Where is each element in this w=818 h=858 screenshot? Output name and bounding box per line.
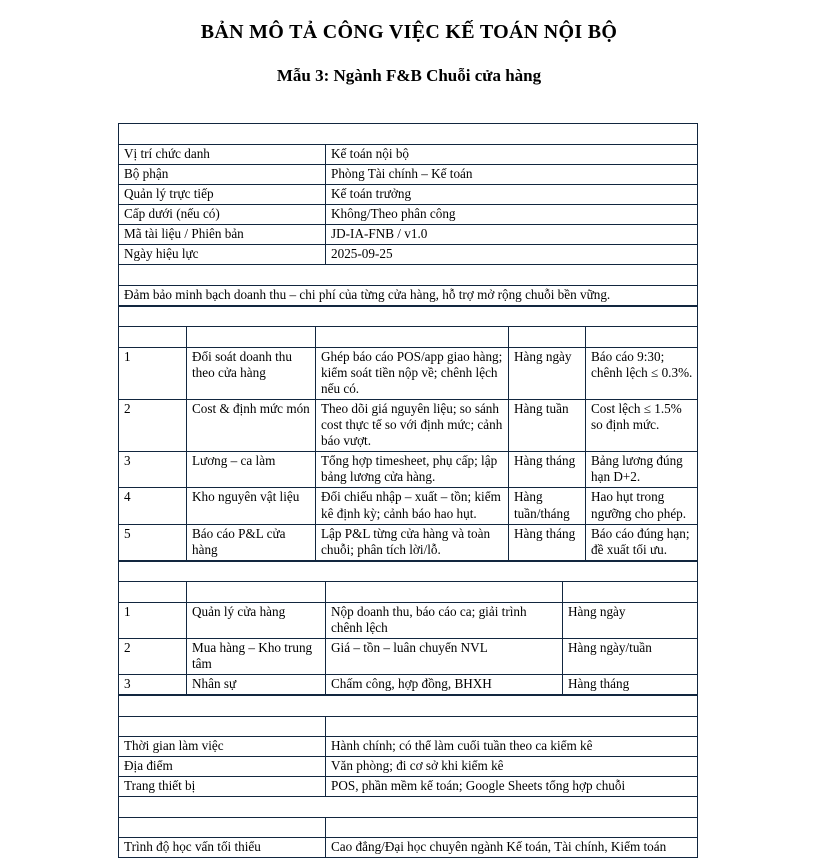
duty-frequency: Hàng tháng [509,452,586,488]
column-header-criterion: Tiêu chí [119,818,326,838]
column-header-row [119,716,698,736]
table-row [119,488,698,524]
document-page [0,20,818,855]
info-value: Kế toán trưởng [326,184,698,204]
section-heading-row [119,124,698,145]
column-header-party: Đối tượng [187,582,326,602]
relation-frequency: Hàng tháng [563,675,698,695]
duty-examples: Ghép báo cáo POS/app giao hàng; kiểm soát tiền nộp về; chênh lệch nếu có. [316,347,509,399]
duty-kpi: Báo cáo 9:30; chênh lệch ≤ 0.3%. [586,347,698,399]
relation-stt: 3 [119,675,187,695]
table-row [119,602,698,638]
duty-stt: 1 [119,347,187,399]
duty-stt: 3 [119,452,187,488]
info-label: Ngày hiệu lực [119,245,326,265]
section-duties-table [118,306,698,561]
duty-task: Cost & định mức món [187,400,316,452]
column-header-detail: Chi tiết [326,716,698,736]
relation-stt: 2 [119,638,187,674]
competency-standard: Cao đẳng/Đại học chuyên ngành Kế toán, Tài chính, Kiểm toán [326,838,698,858]
jd-tables-container [118,123,697,858]
table-row [119,675,698,695]
column-header-frequency: Tần suất [563,582,698,602]
info-label: Vị trí chức danh [119,144,326,164]
info-label: Mã tài liệu / Phiên bản [119,224,326,244]
duty-examples: Lập P&L từng cửa hàng và toàn chuỗi; phân tích lời/lỗ. [316,524,509,560]
info-value: Kế toán nội bộ [326,144,698,164]
section-heading-row [119,797,698,818]
duty-task: Đối soát doanh thu theo cửa hàng [187,347,316,399]
column-header-stt: STT [119,582,187,602]
table-row [119,638,698,674]
table-row [119,757,698,777]
condition-criterion: Thời gian làm việc [119,737,326,757]
duty-kpi: Cost lệch ≤ 1.5% so định mức. [586,400,698,452]
purpose-text: Đảm bảo minh bạch doanh thu – chi phí của từng cửa hàng, hỗ trợ mở rộng chuỗi bền vững. [119,285,698,305]
table-row [119,224,698,244]
info-label: Bộ phận [119,164,326,184]
condition-criterion: Địa điểm [119,757,326,777]
duty-frequency: Hàng tháng [509,524,586,560]
duty-examples: Tổng hợp timesheet, phụ cấp; lập bảng lương cửa hàng. [316,452,509,488]
table-row [119,524,698,560]
relation-frequency: Hàng ngày [563,602,698,638]
section-heading-competency: VI. TIÊU CHUẨN NĂNG LỰC [119,797,698,818]
column-header-frequency: Tần suất [509,327,586,347]
table-row [119,777,698,797]
duty-stt: 5 [119,524,187,560]
duty-stt: 2 [119,400,187,452]
column-header-standard: Tiêu chuẩn [326,818,698,838]
condition-detail: POS, phần mềm kế toán; Google Sheets tổng hợp chuỗi [326,777,698,797]
competency-criterion: Trình độ học vấn tối thiểu [119,838,326,858]
table-row [119,164,698,184]
column-header-row [119,327,698,347]
table-row [119,737,698,757]
condition-detail: Văn phòng; đi cơ sở khi kiểm kê [326,757,698,777]
section-general-info-table [118,123,698,306]
column-header-examples: Đầu việc tiêu biểu [316,327,509,347]
duty-frequency: Hàng tuần/tháng [509,488,586,524]
info-value: Phòng Tài chính – Kế toán [326,164,698,184]
duty-task: Lương – ca làm [187,452,316,488]
section-heading-row [119,265,698,286]
table-row [119,184,698,204]
column-header-stt: STT [119,327,187,347]
duty-examples: Theo dõi giá nguyên liệu; so sánh cost thực tế so với định mức; cảnh báo vượt. [316,400,509,452]
table-row [119,144,698,164]
table-row [119,204,698,224]
section-heading-row [119,561,698,582]
section-heading-work-conditions: V. ĐIỀU KIỆN LÀM VIỆC [119,696,698,717]
condition-criterion: Trang thiết bị [119,777,326,797]
page-title: BẢN MÔ TẢ CÔNG VIỆC KẾ TOÁN NỘI BỘ [200,21,618,43]
table-row [119,347,698,399]
page-subtitle: Mẫu 3: Ngành F&B Chuỗi cửa hàng [276,66,542,85]
section-heading-duties: III. NHIỆM VỤ & QUYỀN HẠN [119,306,698,327]
section-heading-row [119,306,698,327]
duty-kpi: Hao hụt trong ngưỡng cho phép. [586,488,698,524]
duty-kpi: Bảng lương đúng hạn D+2. [586,452,698,488]
relation-party: Nhân sự [187,675,326,695]
relation-party: Mua hàng – Kho trung tâm [187,638,326,674]
column-header-purpose: Mục đích tương tác [326,582,563,602]
relation-purpose: Nộp doanh thu, báo cáo ca; giải trình chênh lệch [326,602,563,638]
info-value: JD-IA-FNB / v1.0 [326,224,698,244]
info-label: Quản lý trực tiếp [119,184,326,204]
relation-party: Quản lý cửa hàng [187,602,326,638]
info-value: 2025-09-25 [326,245,698,265]
column-header-kpi: KQ đầu ra/KPI [586,327,698,347]
section-heading-general-info: I. THÔNG TIN CHUNG [119,124,698,145]
duty-task: Báo cáo P&L cửa hàng [187,524,316,560]
table-row [119,285,698,305]
column-header-row [119,582,698,602]
column-header-criterion: Tiêu chí [119,716,326,736]
relation-purpose: Giá – tồn – luân chuyển NVL [326,638,563,674]
relation-frequency: Hàng ngày/tuần [563,638,698,674]
section-heading-relations: IV. QUAN HỆ CÔNG TÁC [119,561,698,582]
table-row [119,452,698,488]
duty-task: Kho nguyên vật liệu [187,488,316,524]
column-header-row [119,818,698,838]
section-heading-row [119,696,698,717]
duty-kpi: Báo cáo đúng hạn; đề xuất tối ưu. [586,524,698,560]
condition-detail: Hành chính; có thể làm cuối tuần theo ca kiểm kê [326,737,698,757]
relation-stt: 1 [119,602,187,638]
duty-frequency: Hàng ngày [509,347,586,399]
section-heading-purpose: II. MỤC ĐÍCH CÔNG VIỆC [119,265,698,286]
info-value: Không/Theo phân công [326,204,698,224]
table-row [119,245,698,265]
table-row [119,400,698,452]
section-work-conditions-table [118,695,698,858]
section-relations-table [118,561,698,695]
relation-purpose: Chấm công, hợp đồng, BHXH [326,675,563,695]
duty-stt: 4 [119,488,187,524]
table-row [119,838,698,858]
column-header-task: Nhiệm vụ chính [187,327,316,347]
duty-examples: Đối chiếu nhập – xuất – tồn; kiểm kê định kỳ; cảnh báo hao hụt. [316,488,509,524]
duty-frequency: Hàng tuần [509,400,586,452]
info-label: Cấp dưới (nếu có) [119,204,326,224]
